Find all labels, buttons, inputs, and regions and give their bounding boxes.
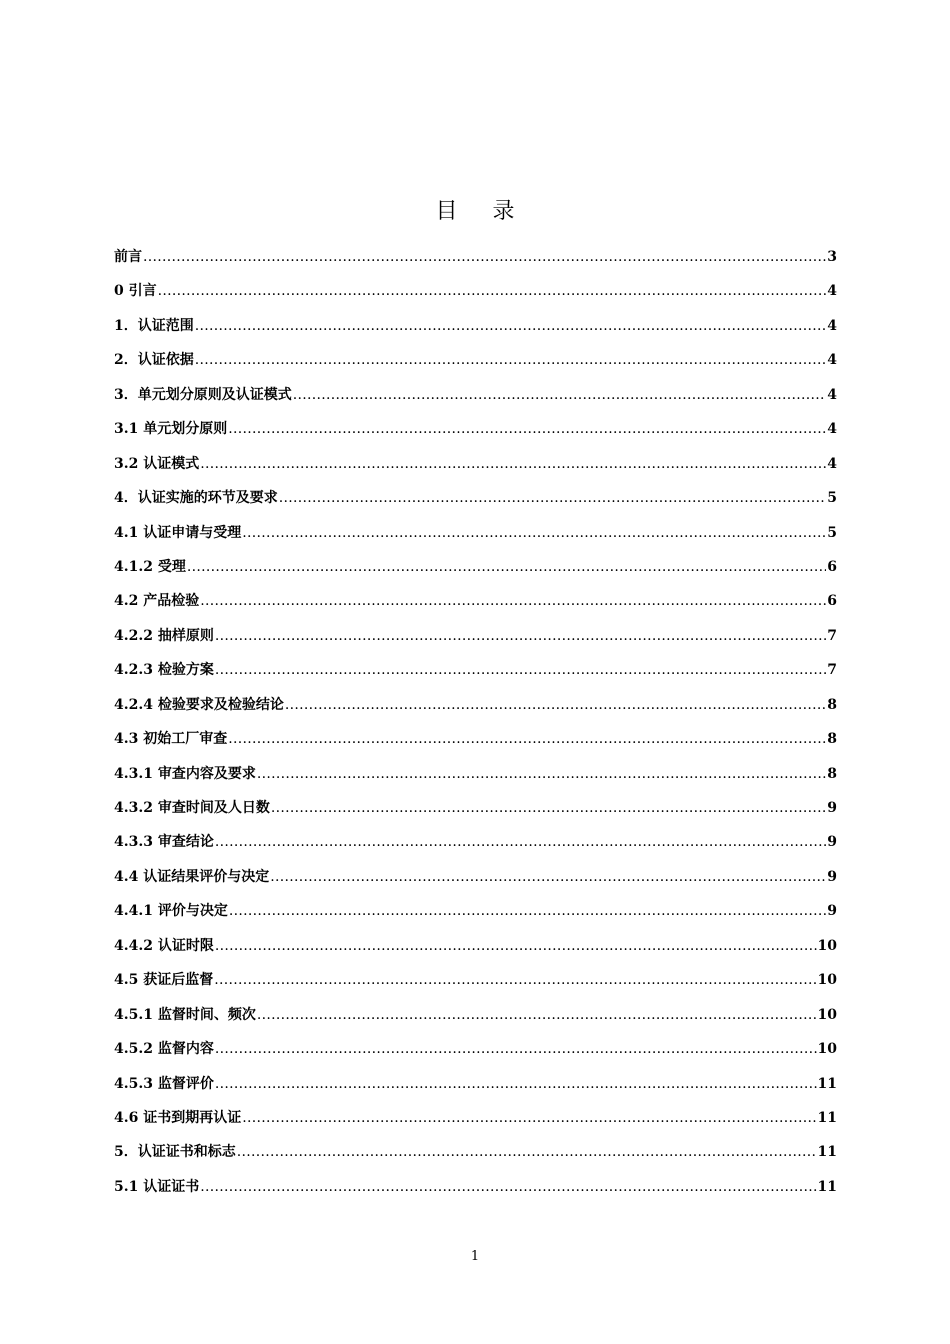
toc-entry-page: 6	[827, 593, 837, 610]
toc-dot-leader	[195, 316, 827, 336]
toc-dot-leader	[215, 832, 826, 852]
toc-entry-label: 4.5 获证后监督	[114, 972, 214, 989]
toc-entry-label: 4.3.2 审查时间及人日数	[114, 800, 270, 816]
toc-entry[interactable]	[114, 1074, 837, 1108]
toc-entry[interactable]	[114, 936, 837, 970]
toc-dot-leader	[293, 385, 827, 405]
toc-entry-page: 10	[817, 937, 837, 954]
toc-entry-label: 0 引言	[114, 283, 157, 300]
toc-entry[interactable]	[114, 1177, 837, 1211]
toc-entry[interactable]	[114, 970, 837, 1004]
toc-entry[interactable]	[114, 488, 837, 522]
toc-dot-leader	[257, 764, 826, 784]
toc-dot-leader	[195, 350, 827, 370]
toc-entry-label: 4.3.3 审查结论	[114, 834, 214, 851]
toc-entry-page: 9	[827, 903, 837, 920]
toc-entry[interactable]	[114, 523, 837, 557]
toc-dot-leader	[143, 247, 826, 267]
toc-entry[interactable]	[114, 798, 837, 832]
toc-dot-leader	[215, 1039, 817, 1059]
toc-entry[interactable]	[114, 316, 837, 350]
toc-entry-page: 11	[817, 1178, 837, 1195]
toc-entry-label: 4.4.1 评价与决定	[114, 903, 228, 920]
toc-dot-leader	[158, 281, 827, 301]
toc-entry[interactable]	[114, 832, 837, 866]
toc-entry-label: 4.4.2 认证时限	[114, 937, 214, 954]
toc-entry-page: 5	[827, 524, 837, 541]
toc-entry-page: 11	[817, 1075, 837, 1092]
toc-entry-label: 2．认证依据	[114, 352, 194, 369]
toc-entry-label: 1．认证范围	[114, 317, 194, 334]
toc-entry-page: 4	[827, 386, 837, 403]
toc-entry-label: 前言	[114, 249, 142, 265]
toc-entry-page: 7	[827, 662, 837, 679]
toc-entry-page: 9	[827, 834, 837, 851]
toc-entry-label: 4.2.3 检验方案	[114, 662, 214, 679]
toc-entry-page: 7	[827, 627, 837, 644]
toc-entry-page: 4	[827, 455, 837, 472]
toc-entry-page: 10	[817, 1006, 837, 1023]
toc-dot-leader	[214, 970, 816, 990]
toc-dot-leader	[271, 798, 826, 818]
toc-entry-label: 4.3 初始工厂审查	[114, 731, 228, 748]
toc-entry[interactable]	[114, 419, 837, 453]
toc-entry[interactable]	[114, 281, 837, 315]
toc-dot-leader	[200, 591, 826, 611]
toc-entry-page: 4	[827, 283, 837, 300]
toc-entry-page: 5	[827, 490, 837, 507]
toc-entry[interactable]	[114, 1039, 837, 1073]
toc-entry[interactable]	[114, 557, 837, 591]
toc-entry-label: 3.1 单元划分原则	[114, 421, 228, 438]
toc-entry-label: 4.2.2 抽样原则	[114, 627, 214, 644]
toc-dot-leader	[237, 1142, 817, 1162]
toc-dot-leader	[229, 901, 826, 921]
toc-entry-label: 4.2 产品检验	[114, 593, 200, 610]
toc-entry-label: 4.3.1 审查内容及要求	[114, 765, 256, 782]
toc-dot-leader	[215, 660, 826, 680]
toc-entry[interactable]	[114, 350, 837, 384]
toc-entry-page: 3	[827, 249, 837, 265]
toc-dot-leader	[270, 867, 826, 887]
toc-entry-page: 6	[827, 558, 837, 575]
toc-dot-leader	[279, 488, 827, 508]
toc-dot-leader	[215, 626, 826, 646]
toc-entry-page: 8	[827, 731, 837, 748]
toc-entry[interactable]	[114, 1142, 837, 1176]
toc-entry[interactable]	[114, 247, 837, 281]
toc-dot-leader	[200, 1177, 816, 1197]
toc-dot-leader	[257, 1005, 817, 1025]
toc-entry-label: 4.2.4 检验要求及检验结论	[114, 696, 284, 713]
toc-entry[interactable]	[114, 385, 837, 419]
page-number: 1	[470, 1249, 480, 1264]
toc-dot-leader	[215, 1074, 817, 1094]
toc-entry-page: 8	[827, 765, 837, 782]
table-of-contents	[114, 247, 837, 1211]
toc-entry-label: 3.2 认证模式	[114, 455, 200, 472]
toc-entry-label: 4.5.2 监督内容	[114, 1041, 214, 1058]
toc-entry[interactable]	[114, 1005, 837, 1039]
toc-entry-page: 4	[827, 317, 837, 334]
toc-entry-page: 8	[827, 696, 837, 713]
toc-entry-page: 4	[827, 352, 837, 369]
toc-entry-label: 4.1.2 受理	[114, 558, 186, 575]
toc-dot-leader	[228, 729, 826, 749]
toc-dot-leader	[228, 419, 826, 439]
toc-entry-label: 4.4 认证结果评价与决定	[114, 868, 270, 885]
page-title: 目 录	[435, 199, 529, 224]
toc-entry-page: 9	[827, 868, 837, 885]
toc-entry-page: 11	[817, 1144, 837, 1161]
toc-dot-leader	[215, 936, 817, 956]
toc-entry-label: 4．认证实施的环节及要求	[114, 490, 278, 507]
toc-entry-label: 4.6 证书到期再认证	[114, 1109, 242, 1126]
toc-entry[interactable]	[114, 901, 837, 935]
toc-entry-label: 3．单元划分原则及认证模式	[114, 386, 292, 403]
toc-entry-label: 4.5.3 监督评价	[114, 1075, 214, 1092]
toc-dot-leader	[242, 1108, 816, 1128]
toc-dot-leader	[285, 695, 826, 715]
toc-dot-leader	[187, 557, 826, 577]
toc-entry-page: 4	[827, 421, 837, 438]
toc-entry[interactable]	[114, 867, 837, 901]
toc-entry-page: 9	[827, 800, 837, 816]
toc-entry-label: 4.1 认证申请与受理	[114, 524, 242, 541]
toc-entry-page: 11	[817, 1109, 837, 1126]
toc-dot-leader	[242, 523, 826, 543]
toc-entry-label: 5．认证证书和标志	[114, 1144, 236, 1161]
toc-entry[interactable]	[114, 454, 837, 488]
toc-entry-label: 5.1 认证证书	[114, 1178, 200, 1195]
toc-entry[interactable]	[114, 729, 837, 763]
toc-entry[interactable]	[114, 591, 837, 625]
toc-entry[interactable]	[114, 660, 837, 694]
toc-entry-label: 4.5.1 监督时间、频次	[114, 1006, 256, 1023]
toc-entry[interactable]	[114, 1108, 837, 1142]
toc-entry-page: 10	[817, 972, 837, 989]
toc-entry[interactable]	[114, 626, 837, 660]
toc-entry[interactable]	[114, 695, 837, 729]
toc-entry[interactable]	[114, 764, 837, 798]
toc-dot-leader	[200, 454, 826, 474]
toc-entry-page: 10	[817, 1041, 837, 1058]
